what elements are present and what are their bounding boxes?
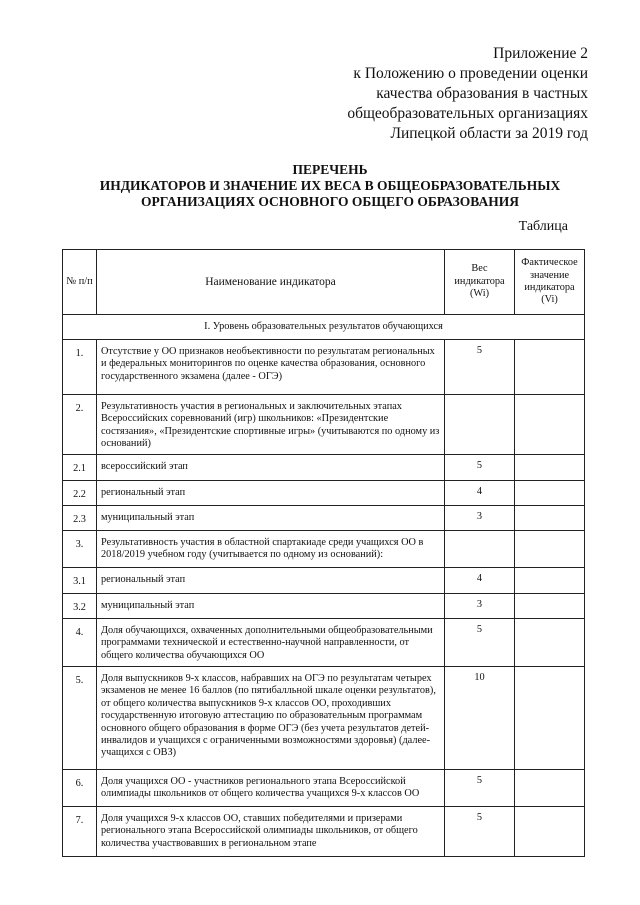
header-name: Наименование индикатора — [97, 250, 445, 315]
row-name: Отсутствие у ОО признаков необъективности по результатам региональных и федеральных мониторингов по оценке качества образования, основного государственного экзамена (далее - ОГЭ) — [97, 340, 445, 395]
indicators-table — [62, 249, 585, 857]
row-name: всероссийский этап — [97, 455, 445, 481]
row-weight: 5 — [445, 770, 515, 807]
row-weight: 5 — [445, 619, 515, 667]
annex-line-1: Приложение 2 — [493, 45, 588, 62]
title-line-1: ПЕРЕЧЕНЬ — [292, 162, 368, 177]
row-actual — [515, 340, 585, 395]
row-actual — [515, 481, 585, 506]
row-name: Доля учащихся ОО - участников регионального этапа Всероссийской олимпиады школьников от общего количества учащихся 9-х классов ОО — [97, 770, 445, 807]
row-name: муниципальный этап — [97, 594, 445, 619]
row-num: 2. — [63, 395, 97, 455]
header-actual: Фактическое значение индикатора (Vi) — [515, 250, 585, 315]
table-row — [63, 568, 585, 594]
row-num: 3.1 — [63, 568, 97, 594]
row-name: Доля учащихся 9-х классов ОО, ставших победителями и призерами регионального этапа Всероссийской олимпиады школьников, от общего количества участвовавших в региональном этапе — [97, 807, 445, 857]
table-row — [63, 667, 585, 770]
row-actual — [515, 531, 585, 568]
row-name: Доля обучающихся, охваченных дополнительными общеобразовательными программами технической и естественно-научной направленности, от общего количества обучающихся ОО — [97, 619, 445, 667]
row-num: 5. — [63, 667, 97, 770]
table-row — [63, 531, 585, 568]
table-row — [63, 340, 585, 395]
row-actual — [515, 506, 585, 531]
annex-line-5: Липецкой области за 2019 год — [390, 125, 588, 142]
row-weight — [445, 531, 515, 568]
row-actual — [515, 568, 585, 594]
row-actual — [515, 395, 585, 455]
row-num: 1. — [63, 340, 97, 395]
table-row — [63, 455, 585, 481]
row-weight: 5 — [445, 340, 515, 395]
row-name: муниципальный этап — [97, 506, 445, 531]
row-name: региональный этап — [97, 481, 445, 506]
document-title — [40, 162, 620, 210]
table-row — [63, 619, 585, 667]
row-weight: 3 — [445, 506, 515, 531]
row-num: 3.2 — [63, 594, 97, 619]
table-row — [63, 481, 585, 506]
table-row — [63, 770, 585, 807]
annex-line-2: к Положению о проведении оценки — [353, 65, 588, 82]
row-name: Доля выпускников 9-х классов, набравших на ОГЭ по результатам четырех экзаменов не менее 16 баллов (по пятибалльной шкале оценки результатов), от общего количества выпускников 9-х классов ОО, проходивших государственную итоговую аттестацию по образовательным программам основного общего образования в форме ОГЭ (без учета результатов детей-инвалидов и учащихся с ограниченными возможностями здоровья) (далее-учащихся с ОВЗ) — [97, 667, 445, 770]
row-weight: 10 — [445, 667, 515, 770]
row-num: 2.3 — [63, 506, 97, 531]
row-actual — [515, 619, 585, 667]
table-header-row — [63, 250, 585, 315]
table-row — [63, 594, 585, 619]
row-weight: 4 — [445, 568, 515, 594]
row-num: 4. — [63, 619, 97, 667]
section-title: I. Уровень образовательных результатов обучающихся — [63, 315, 585, 340]
row-actual — [515, 770, 585, 807]
header-weight: Вес индикатора (Wi) — [445, 250, 515, 315]
row-name: Результативность участия в областной спартакиаде среди учащихся ОО в 2018/2019 учебном году (учитывается по одному из оснований): — [97, 531, 445, 568]
table-row — [63, 395, 585, 455]
header-num: № п/п — [63, 250, 97, 315]
row-name: Результативность участия в региональных и заключительных этапах Всероссийских соревнований (игр) школьников: «Президентские состязания», «Президентские спортивные игры» (учитываются по одному из оснований) — [97, 395, 445, 455]
row-weight: 5 — [445, 807, 515, 857]
row-num: 2.2 — [63, 481, 97, 506]
title-line-2: ИНДИКАТОРОВ И ЗНАЧЕНИЕ ИХ ВЕСА В ОБЩЕОБРАЗОВАТЕЛЬНЫХ — [99, 178, 561, 193]
row-weight: 5 — [445, 455, 515, 481]
table-row — [63, 807, 585, 857]
section-row — [63, 315, 585, 340]
row-actual — [515, 667, 585, 770]
row-num: 6. — [63, 770, 97, 807]
row-weight: 3 — [445, 594, 515, 619]
row-name: региональный этап — [97, 568, 445, 594]
row-num: 2.1 — [63, 455, 97, 481]
annex-line-3: качества образования в частных — [376, 85, 588, 102]
row-weight — [445, 395, 515, 455]
annex-line-4: общеобразовательных организациях — [347, 105, 588, 122]
row-actual — [515, 594, 585, 619]
annex-block — [258, 44, 588, 144]
row-actual — [515, 807, 585, 857]
row-num: 7. — [63, 807, 97, 857]
table-row — [63, 506, 585, 531]
row-actual — [515, 455, 585, 481]
row-weight: 4 — [445, 481, 515, 506]
row-num: 3. — [63, 531, 97, 568]
title-line-3: ОРГАНИЗАЦИЯХ ОСНОВНОГО ОБЩЕГО ОБРАЗОВАНИЯ — [141, 194, 519, 209]
table-label: Таблица — [518, 219, 568, 234]
